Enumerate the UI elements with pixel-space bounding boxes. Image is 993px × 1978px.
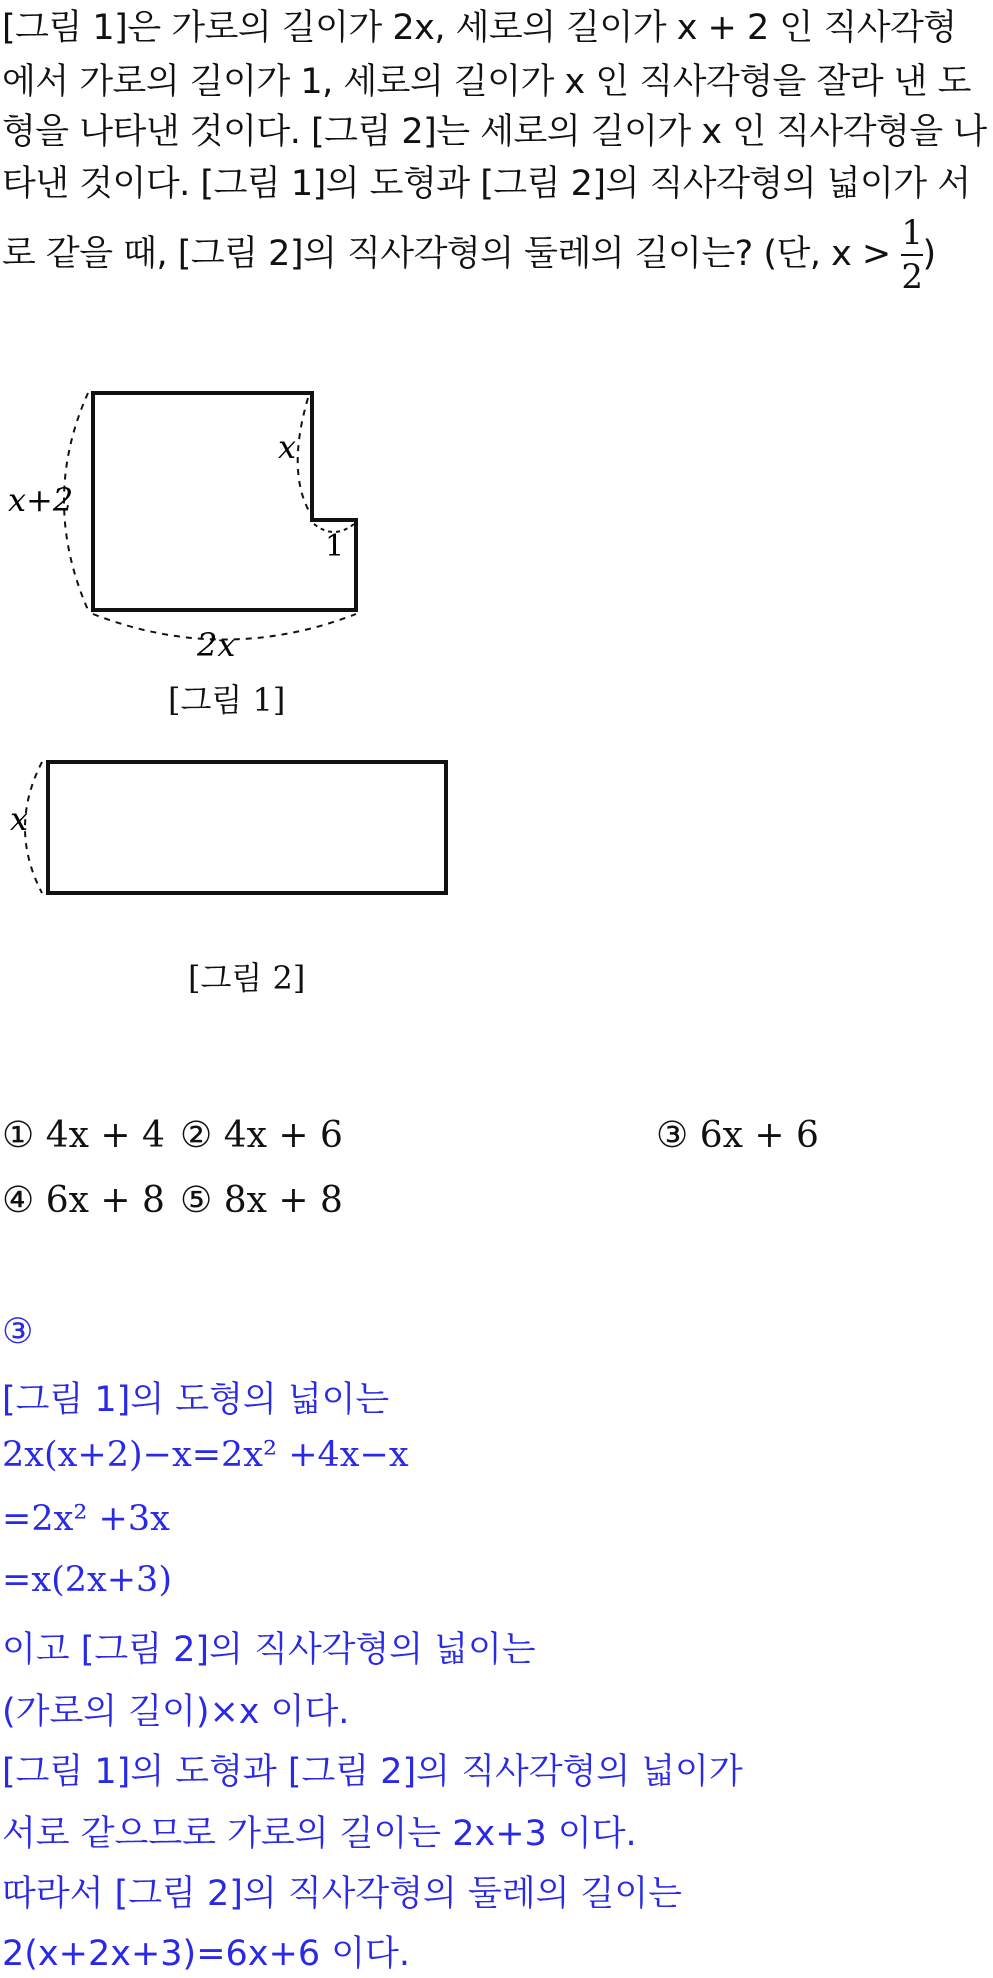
choice-5[interactable] (180, 1180, 343, 1221)
choice-3-text: 6x + 6 (699, 1115, 819, 1156)
choice-2[interactable] (180, 1115, 343, 1156)
figure-1 (8, 393, 356, 664)
question-line-2: 에서 가로의 길이가 1, 세로의 길이가 x 인 직사각형을 잘라 낸 도 (2, 62, 971, 102)
condition-denominator: 2 (901, 257, 923, 297)
figure-1-label-cut-width: 1 (325, 529, 345, 564)
solution-line-2: 2x(x+2)−x=2x² +4x−x (2, 1435, 409, 1475)
solution-answer: ③ (2, 1312, 34, 1352)
figure-2-rectangle (48, 762, 446, 893)
choice-3-mark: ③ (656, 1115, 689, 1156)
figure-1-shape (93, 393, 356, 610)
choice-1-mark: ① (2, 1115, 35, 1156)
solution-line-5: 이고 [그림 2]의 직사각형의 넓이는 (2, 1630, 536, 1670)
solution-line-10: 2(x+2x+3)=6x+6 이다. (2, 1934, 410, 1974)
figure-2-caption: [그림 2] (188, 959, 306, 997)
choice-1-text: 4x + 4 (45, 1115, 165, 1156)
choice-5-text: 8x + 8 (223, 1180, 343, 1221)
question-line-5-text: 로 같을 때, [그림 2]의 직사각형의 둘레의 길이는? (단, x > (2, 234, 891, 274)
choice-1[interactable] (2, 1115, 165, 1156)
figure-1-label-cut-height: x (278, 428, 297, 466)
figure-1-caption: [그림 1] (168, 681, 286, 719)
question-line-3: 형을 나타낸 것이다. [그림 2]는 세로의 길이가 x 인 직사각형을 나 (2, 112, 987, 152)
figure-1-label-height: x+2 (8, 481, 74, 519)
question-line-1: [그림 1]은 가로의 길이가 2x, 세로의 길이가 x + 2 인 직사각형 (2, 8, 957, 48)
condition-close: ) (922, 234, 936, 274)
solution-line-7: [그림 1]의 도형과 [그림 2]의 직사각형의 넓이가 (2, 1752, 743, 1792)
solution-line-6: (가로의 길이)×x 이다. (2, 1692, 350, 1732)
solution-line-1: [그림 1]의 도형의 넓이는 (2, 1380, 390, 1420)
choice-4-mark: ④ (2, 1180, 35, 1221)
choice-5-mark: ⑤ (180, 1180, 213, 1221)
figure-1-label-width: 2x (197, 626, 236, 664)
choice-3[interactable] (656, 1115, 819, 1156)
solution-line-8: 서로 같으므로 가로의 길이는 2x+3 이다. (2, 1814, 637, 1854)
solution-line-3: =2x² +3x (2, 1499, 170, 1539)
figure-2-label-height: x (10, 800, 29, 838)
condition-numerator: 1 (901, 213, 923, 253)
choice-4-text: 6x + 8 (45, 1180, 165, 1221)
choice-4[interactable] (2, 1180, 165, 1221)
solution-line-4: =x(2x+3) (2, 1560, 172, 1600)
solution-line-9: 따라서 [그림 2]의 직사각형의 둘레의 길이는 (2, 1874, 682, 1914)
question-line-4: 타낸 것이다. [그림 1]의 도형과 [그림 2]의 직사각형의 넓이가 서 (2, 164, 971, 204)
choice-2-mark: ② (180, 1115, 213, 1156)
choice-2-text: 4x + 6 (223, 1115, 343, 1156)
figure-2 (10, 762, 446, 893)
